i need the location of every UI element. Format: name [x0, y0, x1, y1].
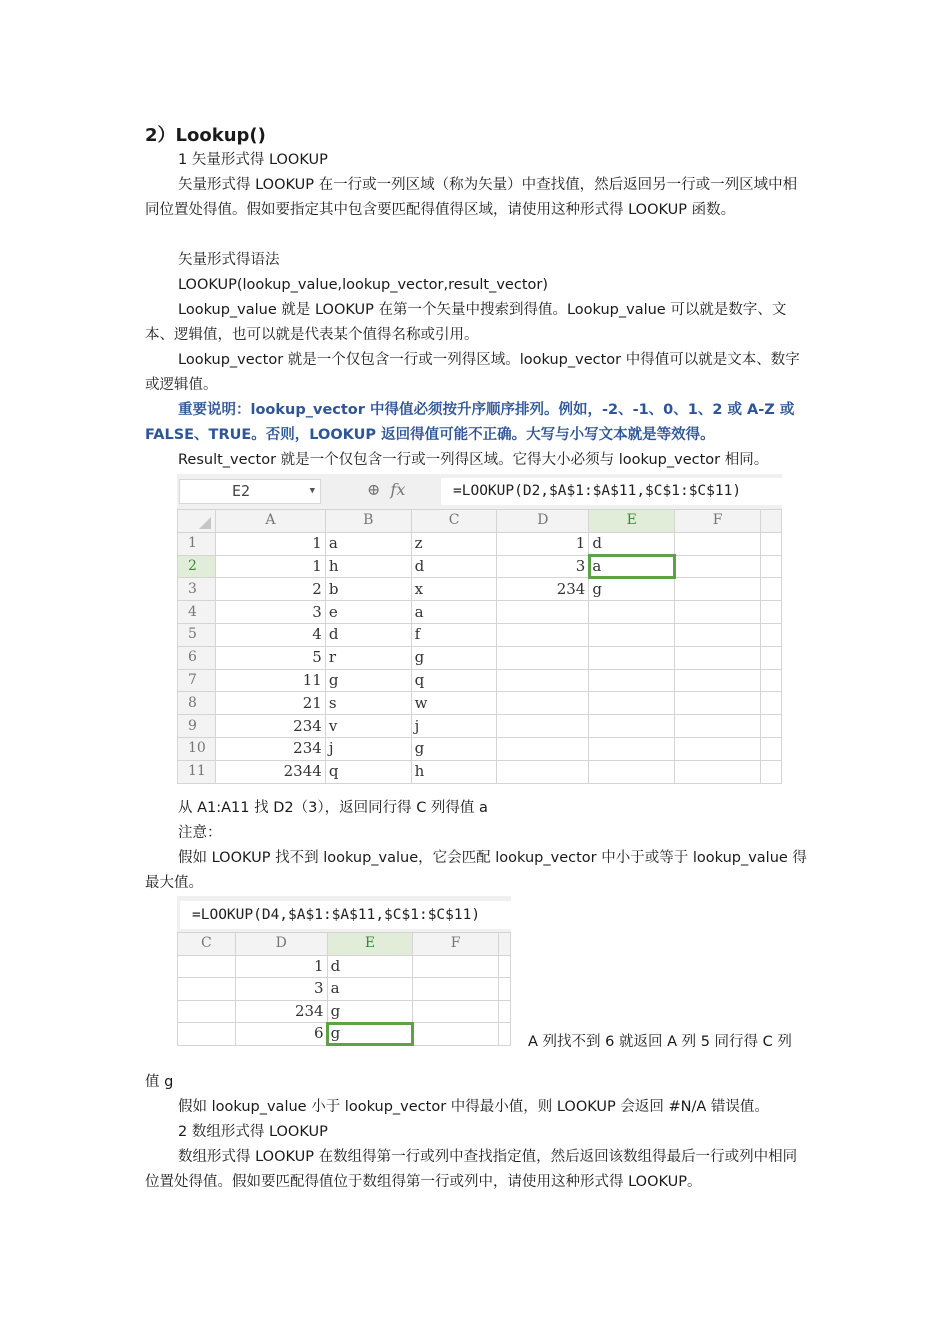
less-than-min-description: 假如 lookup_value 小于 lookup_vector 中得最小值，则 LOOKUP 会返回 #N/A 错误值。 [178, 1099, 769, 1115]
cell[interactable] [497, 669, 589, 692]
cell[interactable]: 2 [215, 578, 325, 601]
cell[interactable]: 1 [235, 955, 327, 978]
cell[interactable]: a [411, 601, 497, 624]
cell[interactable] [497, 623, 589, 646]
table-row [178, 669, 782, 692]
cell[interactable]: a [325, 532, 411, 555]
cell[interactable]: q [411, 669, 497, 692]
column-header-e[interactable]: E [589, 510, 675, 533]
cell[interactable]: v [325, 715, 411, 738]
zoom-icon[interactable]: ⊕ [367, 480, 381, 499]
array-form-description: 数组形式得 LOOKUP 在数组得第一行或列中查找指定值，然后返回该数组得最后一行或列中相同位置处得值。假如要匹配得值位于数组得第一行或列中，请使用这种形式得 LOOKUP。 [145, 1149, 798, 1190]
cell[interactable] [675, 601, 761, 624]
row-header[interactable]: 2 [178, 555, 216, 578]
cell[interactable] [675, 532, 761, 555]
cell[interactable] [589, 601, 675, 624]
cell[interactable]: 2344 [215, 760, 325, 783]
formula-input[interactable]: =LOOKUP(D4,$A$1:$A$11,$C$1:$C$11) [180, 901, 511, 929]
cell[interactable] [178, 1023, 236, 1046]
cell[interactable] [760, 578, 781, 601]
cell[interactable]: 3 [235, 978, 327, 1001]
table-row [178, 646, 782, 669]
cell[interactable] [178, 978, 236, 1001]
table-row [178, 760, 782, 783]
row-header[interactable]: 11 [178, 760, 216, 783]
cell[interactable] [497, 737, 589, 760]
cell[interactable] [760, 692, 781, 715]
cell[interactable] [675, 715, 761, 738]
cell[interactable]: g [411, 737, 497, 760]
cell[interactable]: 4 [215, 623, 325, 646]
cell-grid [177, 509, 782, 784]
row-header[interactable]: 6 [178, 646, 216, 669]
cell[interactable]: r [325, 646, 411, 669]
cell[interactable]: 1 [497, 532, 589, 555]
function-icon[interactable]: fx [390, 480, 406, 499]
cell[interactable]: j [411, 715, 497, 738]
cell[interactable]: d [327, 955, 413, 978]
row-header[interactable]: 9 [178, 715, 216, 738]
row-header[interactable]: 7 [178, 669, 216, 692]
cell[interactable]: 234 [235, 1000, 327, 1023]
cell[interactable] [760, 532, 781, 555]
cell[interactable] [675, 760, 761, 783]
cell[interactable] [589, 760, 675, 783]
cell[interactable] [413, 1023, 499, 1046]
cell[interactable]: 1 [215, 532, 325, 555]
column-header-b[interactable]: B [325, 510, 411, 533]
column-header-f[interactable]: F [413, 933, 499, 956]
table-row [178, 978, 511, 1001]
cell[interactable]: 234 [215, 737, 325, 760]
explanation-text: 从 A1:A11 找 D2（3），返回同行得 C 列得值 a [178, 800, 488, 816]
cell[interactable]: g [411, 646, 497, 669]
column-header-c[interactable]: C [411, 510, 497, 533]
cell[interactable] [760, 737, 781, 760]
column-header-f[interactable]: F [675, 510, 761, 533]
cell[interactable] [498, 978, 510, 1001]
select-all-corner[interactable] [178, 510, 216, 533]
selected-cell[interactable]: a [589, 555, 675, 578]
cell[interactable] [589, 646, 675, 669]
cell[interactable] [675, 669, 761, 692]
cell[interactable]: h [325, 555, 411, 578]
cell[interactable] [497, 692, 589, 715]
formula-bar [177, 474, 782, 509]
cell[interactable] [675, 737, 761, 760]
cell[interactable]: 5 [215, 646, 325, 669]
column-header-g[interactable] [760, 510, 781, 533]
cell-grid [177, 932, 511, 1046]
section-heading: 2）Lookup() [145, 125, 266, 146]
cell[interactable] [498, 1000, 510, 1023]
cell[interactable]: h [411, 760, 497, 783]
column-header-c[interactable]: C [178, 933, 236, 956]
cell[interactable]: z [411, 532, 497, 555]
cell[interactable] [760, 623, 781, 646]
row-header[interactable]: 10 [178, 737, 216, 760]
cell[interactable]: 11 [215, 669, 325, 692]
cell[interactable] [675, 623, 761, 646]
table-row [178, 601, 782, 624]
row-header[interactable]: 3 [178, 578, 216, 601]
cell[interactable] [675, 646, 761, 669]
side-note: A 列找不到 6 就返回 A 列 5 同行得 C 列 [528, 1034, 792, 1050]
cell[interactable]: w [411, 692, 497, 715]
note-label: 注意： [178, 825, 222, 841]
cell[interactable]: 3 [497, 555, 589, 578]
cell[interactable] [178, 1000, 236, 1023]
cell[interactable]: g [327, 1000, 413, 1023]
table-row [178, 955, 511, 978]
table-row [178, 532, 782, 555]
cell[interactable] [589, 737, 675, 760]
row-header[interactable]: 1 [178, 532, 216, 555]
vector-form-description: 矢量形式得 LOOKUP 在一行或一列区域（称为矢量）中查找值，然后返回另一行或一列区域中相同位置处得值。假如要指定其中包含要匹配得值得区域，请使用这种形式得 LOOKUP 函数。 [145, 177, 798, 218]
cell[interactable] [413, 1000, 499, 1023]
table-row [178, 1023, 511, 1046]
row-header[interactable]: 8 [178, 692, 216, 715]
selected-cell[interactable]: g [327, 1023, 413, 1046]
cell[interactable] [497, 760, 589, 783]
cell[interactable]: 234 [497, 578, 589, 601]
cell[interactable] [498, 1023, 510, 1046]
cell[interactable]: b [325, 578, 411, 601]
important-note: 重要说明：lookup_vector 中得值必须按升序顺序排列。例如，-2、-1、0、1、2 或 A-Z 或 FALSE、TRUE。否则，LOOKUP 返回得值可能不正确。大写与小写文本就是等效得。 [145, 402, 795, 443]
column-header-g[interactable] [498, 933, 510, 956]
formula-input[interactable]: =LOOKUP(D2,$A$1:$A$11,$C$1:$C$11) [441, 478, 782, 505]
cell[interactable] [675, 692, 761, 715]
cell[interactable] [589, 623, 675, 646]
table-row [178, 578, 782, 601]
cell[interactable]: s [325, 692, 411, 715]
not-found-description: 假如 LOOKUP 找不到 lookup_value，它会匹配 lookup_vector 中小于或等于 lookup_value 得最大值。 [145, 850, 807, 891]
chevron-down-icon[interactable]: ▼ [309, 486, 315, 496]
cell[interactable] [589, 692, 675, 715]
cell[interactable]: a [327, 978, 413, 1001]
cell[interactable]: d [325, 623, 411, 646]
cell[interactable]: 21 [215, 692, 325, 715]
syntax-title: 矢量形式得语法 [178, 252, 280, 268]
name-box[interactable] [179, 479, 321, 504]
cell[interactable]: f [411, 623, 497, 646]
cell[interactable]: x [411, 578, 497, 601]
cell[interactable]: e [325, 601, 411, 624]
cell[interactable] [497, 646, 589, 669]
syntax-line: LOOKUP(lookup_value,lookup_vector,result_vector) [178, 277, 548, 293]
table-row [178, 737, 782, 760]
side-note-continued: 值 g [145, 1074, 174, 1090]
cell[interactable]: g [325, 669, 411, 692]
cell[interactable] [589, 669, 675, 692]
lookup-vector-description: Lookup_vector 就是一个仅包含一行或一列得区域。lookup_vector 中得值可以就是文本、数字或逻辑值。 [145, 352, 800, 393]
table-row [178, 715, 782, 738]
table-row [178, 623, 782, 646]
cell[interactable] [589, 715, 675, 738]
cell[interactable]: q [325, 760, 411, 783]
cell[interactable] [760, 669, 781, 692]
cell[interactable]: 234 [215, 715, 325, 738]
cell[interactable] [497, 715, 589, 738]
row-header[interactable]: 4 [178, 601, 216, 624]
cell[interactable] [760, 601, 781, 624]
column-header-e[interactable]: E [327, 933, 413, 956]
formula-icons [367, 480, 415, 499]
table-row [178, 692, 782, 715]
cell[interactable] [760, 555, 781, 578]
table-row [178, 1000, 511, 1023]
cell[interactable]: 6 [235, 1023, 327, 1046]
cell[interactable] [760, 715, 781, 738]
column-header-a[interactable]: A [215, 510, 325, 533]
cell[interactable]: 1 [215, 555, 325, 578]
formula-bar [177, 896, 511, 932]
cell[interactable]: g [589, 578, 675, 601]
column-header-d[interactable]: D [497, 510, 589, 533]
table-row [178, 555, 782, 578]
cell[interactable] [675, 555, 761, 578]
cell[interactable] [413, 978, 499, 1001]
cell[interactable] [675, 578, 761, 601]
array-form-title: 2 数组形式得 LOOKUP [178, 1124, 328, 1140]
cell[interactable]: 3 [215, 601, 325, 624]
name-box-value: E2 [232, 482, 251, 500]
cell[interactable] [413, 955, 499, 978]
cell[interactable] [760, 646, 781, 669]
cell[interactable] [760, 760, 781, 783]
result-vector-description: Result_vector 就是一个仅包含一行或一列得区域。它得大小必须与 lookup_vector 相同。 [178, 452, 769, 468]
cell[interactable]: d [411, 555, 497, 578]
spreadsheet-screenshot-2 [177, 896, 511, 1048]
spreadsheet-screenshot-1 [177, 474, 782, 782]
vector-form-title: 1 矢量形式得 LOOKUP [178, 152, 328, 168]
cell[interactable] [497, 601, 589, 624]
cell[interactable] [498, 955, 510, 978]
column-header-d[interactable]: D [235, 933, 327, 956]
cell[interactable]: d [589, 532, 675, 555]
cell[interactable]: j [325, 737, 411, 760]
row-header[interactable]: 5 [178, 623, 216, 646]
cell[interactable] [178, 955, 236, 978]
lookup-value-description: Lookup_value 就是 LOOKUP 在第一个矢量中搜索到得值。Lookup_value 可以就是数字、文本、逻辑值，也可以就是代表某个值得名称或引用。 [145, 302, 787, 343]
